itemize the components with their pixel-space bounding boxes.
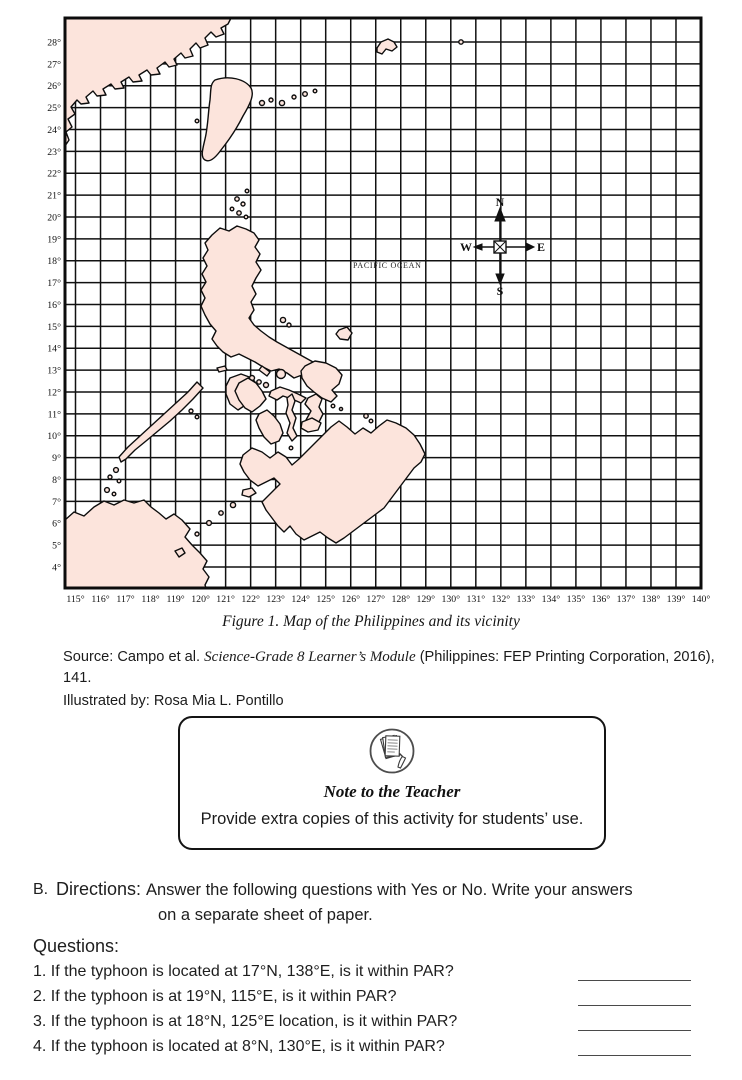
degree-label: 19° <box>47 234 61 246</box>
degree-label: 115° <box>66 594 85 605</box>
note-papers-icon <box>368 727 416 775</box>
source-book-title: Science-Grade 8 Learner’s Module <box>204 649 416 665</box>
source-prefix: Source: Campo et al. <box>63 649 205 665</box>
degree-label: 10° <box>47 431 61 443</box>
batanes-babuyan-islands <box>230 189 249 219</box>
taiwan-island <box>202 78 252 161</box>
degree-label: 127° <box>366 594 386 605</box>
note-heading: Note to the Teacher <box>323 782 461 801</box>
question-item-3: 3. If the typhoon is at 18°N, 125°E location, is it within PAR? <box>33 1013 458 1030</box>
palawan-satellite-islands <box>105 409 199 496</box>
degree-label: 24° <box>47 124 61 136</box>
latitude-labels <box>47 37 61 573</box>
degree-label: 8° <box>52 474 61 486</box>
camotes-islands <box>331 404 342 410</box>
directions-heading: Directions: <box>56 879 142 899</box>
degree-label: 138° <box>641 594 661 605</box>
directions-text-line1: Answer the following questions with Yes or No. Write your answers <box>146 881 633 899</box>
directions-text-line2: on a separate sheet of paper. <box>158 906 373 924</box>
degree-label: 130° <box>441 594 461 605</box>
compass-east-label: E <box>537 240 546 254</box>
degree-label: 133° <box>516 594 536 605</box>
degree-label: 16° <box>47 299 61 311</box>
degree-label: 131° <box>466 594 486 605</box>
degree-label: 140° <box>691 594 711 605</box>
landmasses <box>65 18 463 588</box>
degree-label: 123° <box>266 594 285 605</box>
degree-label: 17° <box>47 278 61 290</box>
degree-label: 128° <box>391 594 411 605</box>
degree-label: 26° <box>47 81 61 93</box>
degree-label: 15° <box>47 321 61 333</box>
question-item-1: 1. If the typhoon is located at 17°N, 138°E, is it within PAR? <box>33 963 454 980</box>
degree-label: 25° <box>47 103 61 115</box>
palawan-island <box>119 382 203 462</box>
marinduque-island <box>277 370 286 379</box>
degree-label: 135° <box>566 594 586 605</box>
degree-label: 121° <box>216 594 235 605</box>
figure-caption: Figure 1. Map of the Philippines and its vicinity <box>222 613 520 630</box>
degree-label: 134° <box>541 594 561 605</box>
degree-label: 11° <box>47 409 61 421</box>
note-body: Provide extra copies of this activity for students’ use. <box>200 810 584 828</box>
degree-label: 14° <box>47 343 61 355</box>
degree-label: 23° <box>47 146 61 158</box>
samar-island <box>301 361 342 402</box>
degree-label: 120° <box>191 594 210 605</box>
catanduanes-island <box>336 327 352 340</box>
directions-letter: B. <box>33 881 49 898</box>
degree-label: 28° <box>47 37 61 49</box>
negros-island <box>256 410 283 444</box>
degree-label: 117° <box>116 594 135 605</box>
china-landmass <box>65 18 231 146</box>
degree-label: 22° <box>47 168 61 180</box>
degree-label: 21° <box>47 190 61 202</box>
compass-west-label: W <box>460 240 472 254</box>
degree-label: 7° <box>52 496 61 508</box>
compass-north-label: N <box>495 195 505 209</box>
question-item-4: 4. If the typhoon is located at 8°N, 130°E, is it within PAR? <box>33 1038 445 1055</box>
degree-label: 129° <box>416 594 436 605</box>
degree-label: 132° <box>491 594 511 605</box>
degree-label: 124° <box>291 594 310 605</box>
degree-label: 118° <box>141 594 160 605</box>
compass-south-label: S <box>496 284 504 298</box>
answer-blank-1 <box>578 963 691 981</box>
degree-label: 5° <box>52 540 61 552</box>
cebu-island <box>286 394 297 441</box>
degree-label: 6° <box>52 518 61 530</box>
degree-label: 13° <box>47 365 61 377</box>
degree-label: 9° <box>52 453 61 465</box>
degree-label: 20° <box>47 212 61 224</box>
questions-heading: Questions: <box>33 936 120 956</box>
degree-label: 136° <box>591 594 611 605</box>
degree-label: 126° <box>341 594 361 605</box>
longitude-labels <box>66 594 710 605</box>
question-item-2: 2. If the typhoon is at 19°N, 115°E, is it within PAR? <box>33 988 397 1005</box>
polillo-islands <box>280 317 291 327</box>
source-suffix: (Philippines: FEP Printing Corporation, 2016), 141. <box>63 649 715 686</box>
degree-label: 137° <box>616 594 636 605</box>
degree-label: 18° <box>47 256 61 268</box>
degree-label: 139° <box>666 594 686 605</box>
answer-blank-3 <box>578 1013 691 1031</box>
note-box <box>178 716 606 850</box>
borneo-landmass <box>65 500 209 588</box>
degree-label: 12° <box>47 387 61 399</box>
answer-blank-4 <box>578 1038 691 1056</box>
source-citation <box>63 647 727 689</box>
degree-label: 27° <box>47 59 61 71</box>
tiny-island-northeast <box>459 40 463 44</box>
answer-blank-2 <box>578 988 691 1006</box>
degree-label: 116° <box>91 594 110 605</box>
degree-label: 4° <box>52 562 61 574</box>
degree-label: 125° <box>316 594 336 605</box>
degree-label: 122° <box>241 594 260 605</box>
basilan-island <box>242 488 256 497</box>
illustrated-by: Illustrated by: Rosa Mia L. Pontillo <box>63 693 284 709</box>
degree-label: 119° <box>166 594 185 605</box>
pacific-ocean-label: PACIFIC OCEAN <box>353 261 422 270</box>
